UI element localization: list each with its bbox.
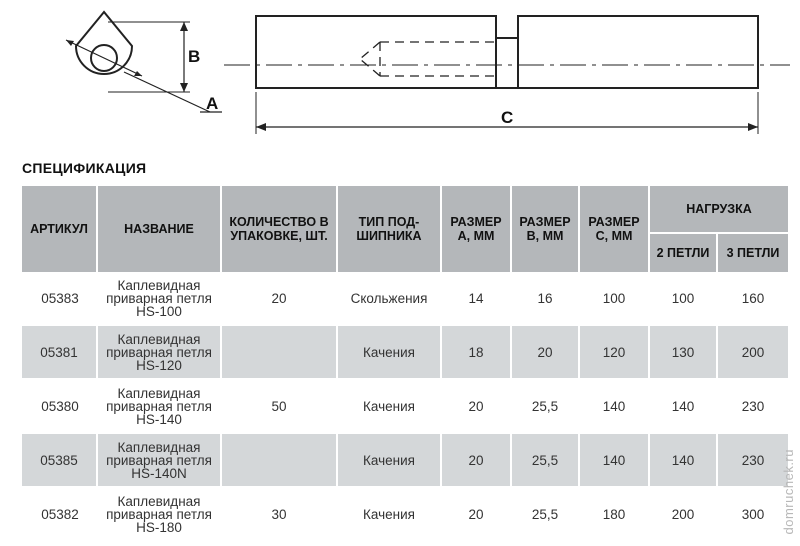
cell-qty: 20 [271, 290, 287, 306]
cell-name: Каплевидная приварная петля HS-100 [106, 277, 212, 319]
dimension-label-b: B [188, 47, 201, 66]
hinge-left-part [256, 16, 496, 88]
cell-size-a: 20 [468, 506, 484, 522]
cell-load-3: 300 [741, 506, 765, 522]
cell-size-c: 140 [602, 398, 626, 414]
header-qty: КОЛИЧЕСТВО В УПАКОВКЕ, ШТ. [220, 186, 336, 272]
dimension-label-a: A [206, 94, 219, 113]
cell-load-3: 200 [716, 324, 788, 380]
cell-bearing: Качения [363, 506, 415, 522]
cell-size-b: 25,5 [510, 432, 578, 488]
cell-load-2: 100 [671, 290, 695, 306]
cell-size-c: 180 [602, 506, 626, 522]
cell-size-a: 18 [440, 324, 510, 380]
cell-name: Каплевидная приварная петля HS-120 [96, 324, 220, 380]
header-load: НАГРУЗКА [648, 186, 788, 232]
cell-article: 05382 [41, 506, 79, 522]
cell-size-c: 140 [578, 432, 648, 488]
spec-table [22, 186, 788, 540]
table-row [22, 432, 788, 488]
cell-article: 05385 [22, 432, 96, 488]
header-size-a: РАЗМЕР А, ММ [440, 186, 510, 272]
table-row [22, 324, 788, 380]
cell-bearing: Качения [336, 432, 440, 488]
cell-load-3: 230 [741, 398, 765, 414]
cell-load-3: 230 [716, 432, 788, 488]
cell-bearing: Качения [336, 324, 440, 380]
hinge-washer [496, 38, 518, 88]
cell-name: Каплевидная приварная петля HS-140 [106, 385, 212, 427]
table-row [22, 488, 788, 540]
cell-load-2: 140 [648, 432, 716, 488]
cell-qty [220, 324, 336, 380]
cell-load-3: 160 [741, 290, 765, 306]
hinge-right-part [518, 16, 758, 88]
header-article: АРТИКУЛ [22, 186, 96, 272]
cell-article: 05380 [41, 398, 79, 414]
cell-bearing: Качения [363, 398, 415, 414]
cell-size-b: 25,5 [531, 506, 559, 522]
cell-article: 05383 [41, 290, 79, 306]
header-size-c: РАЗМЕР С, ММ [578, 186, 648, 272]
cell-size-a: 20 [468, 398, 484, 414]
cell-article: 05381 [22, 324, 96, 380]
cell-size-a: 14 [468, 290, 484, 306]
cell-size-c: 120 [578, 324, 648, 380]
table-row [22, 272, 788, 324]
header-size-b: РАЗМЕР В, ММ [510, 186, 578, 272]
cell-size-a: 20 [440, 432, 510, 488]
cell-size-b: 20 [510, 324, 578, 380]
cell-size-b: 16 [537, 290, 553, 306]
cell-bearing: Скольжения [350, 290, 428, 306]
cell-qty: 50 [271, 398, 287, 414]
cell-qty [220, 432, 336, 488]
cell-size-c: 100 [602, 290, 626, 306]
cell-name: Каплевидная приварная петля HS-180 [106, 493, 212, 535]
cell-size-b: 25,5 [531, 398, 559, 414]
cell-name: Каплевидная приварная петля HS-140N [96, 432, 220, 488]
spec-title: СПЕЦИФИКАЦИЯ [22, 160, 147, 176]
cell-load-2: 200 [671, 506, 695, 522]
watermark: domruchek.ru [781, 448, 796, 534]
cell-load-2: 140 [671, 398, 695, 414]
dimension-label-c: C [501, 108, 514, 127]
teardrop-profile [76, 12, 132, 74]
cell-load-2: 130 [648, 324, 716, 380]
table-row [22, 380, 788, 432]
cell-qty: 30 [271, 506, 287, 522]
header-load-2: 2 ПЕТЛИ [648, 232, 716, 272]
technical-drawing [0, 0, 800, 150]
header-bearing: ТИП ПОД-ШИПНИКА [336, 186, 440, 272]
header-name: НАЗВАНИЕ [96, 186, 220, 272]
header-load-3: 3 ПЕТЛИ [716, 232, 788, 272]
